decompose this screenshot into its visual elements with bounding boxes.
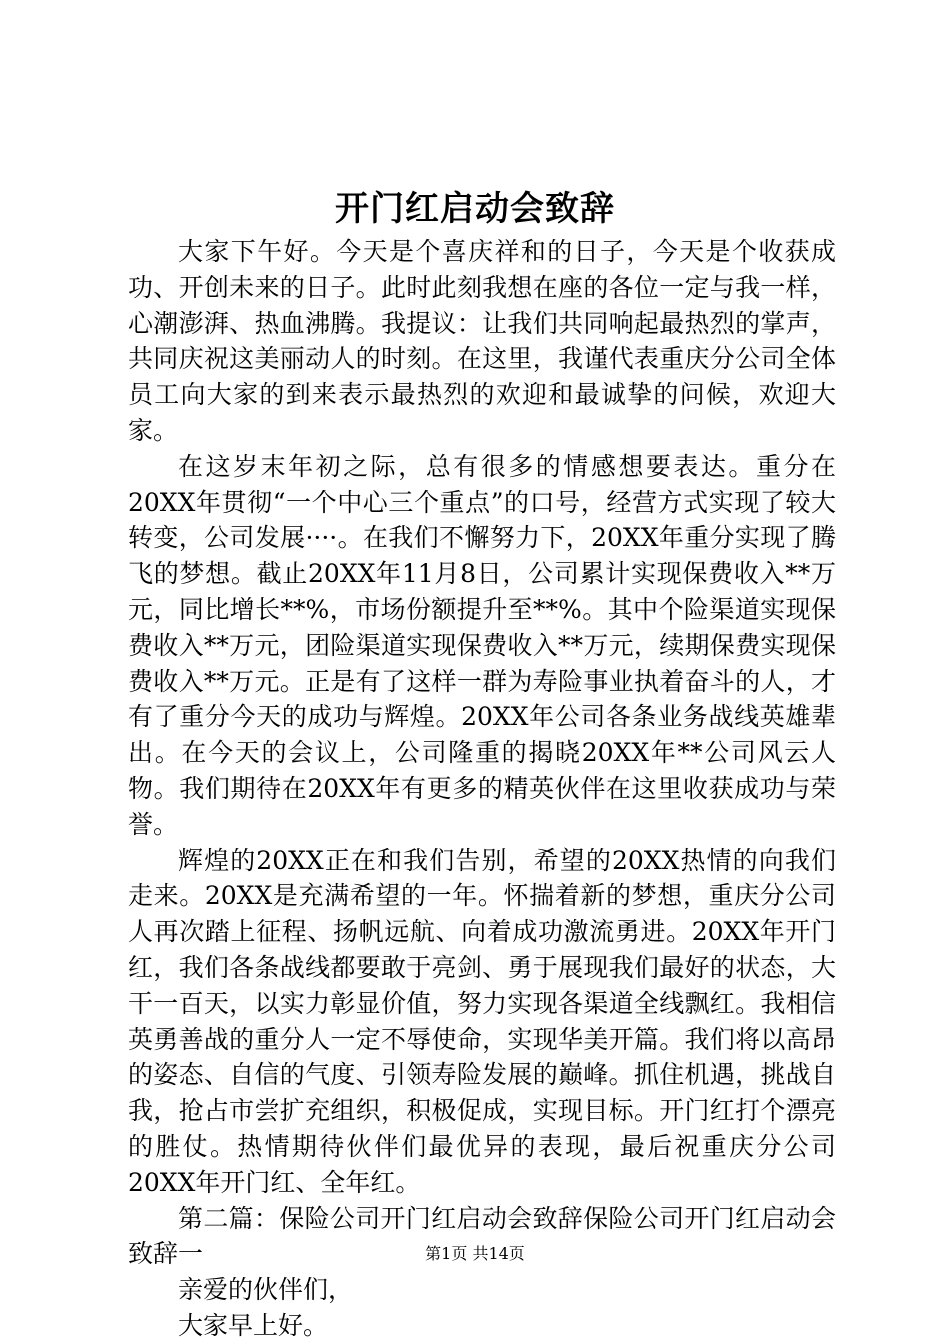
paragraph-salutation: 亲爱的伙伴们， xyxy=(178,1275,354,1305)
paragraph-review: 在这岁末年初之际，总有很多的情感想要表达。重分在20XX年贯彻“一个中心三个重点”的口号，经营方式实现了较大转变，公司发展····。在我们不懈努力下，20XX年重分实现了腾飞的梦想。截止20XX年11月8日，公司累计实现保费收入**万元，同比增长**%，市场份额提升至**%。其中个险渠道实现保费收入**万元，团险渠道实现保费收入**万元，续期保费实现保费收入**万元。正是有了这样一群为寿险事业执着奋斗的人，才有了重分今天的成功与辉煌。20XX年公司各条业务战线英雄辈出。在今天的会议上，公司隆重的揭晓20XX年**公司风云人物。我们期待在20XX年有更多的精英伙伴在这里收获成功与荣誉。 xyxy=(128,451,836,839)
paragraph-greeting: 大家下午好。今天是个喜庆祥和的日子，今天是个收获成功、开创未来的日子。此时此刻我想在座的各位一定与我一样，心潮澎湃、热血沸腾。我提议：让我们共同响起最热烈的掌声，共同庆祝这美丽动人的时刻。在这里，我谨代表重庆分公司全体员工向大家的到来表示最热烈的欢迎和最诚挚的问候，欢迎大家。 xyxy=(128,237,836,445)
document-body xyxy=(128,234,836,1344)
paragraph-outlook: 辉煌的20XX正在和我们告别，希望的20XX热情的向我们走来。20XX是充满希望的一年。怀揣着新的梦想，重庆分公司人再次踏上征程、扬帆远航、向着成功激流勇进。20XX年开门红，我们各条战线都要敢于亮剑、勇于展现我们最好的状态，大干一百天，以实力彰显价值，努力实现各渠道全线飘红。我相信英勇善战的重分人一定不辱使命，实现华美开篇。我们将以高昂的姿态、自信的气度、引领寿险发展的巅峰。抓住机遇，挑战自我，抢占市尝扩充组织，积极促成，实现目标。开门红打个漂亮的胜仗。热情期待伙伴们最优异的表现，最后祝重庆分公司20XX年开门红、全年红。 xyxy=(128,845,836,1197)
page-number: 第1页 共14页 xyxy=(425,1244,525,1263)
paragraph-morning-greeting: 大家早上好。 xyxy=(178,1310,329,1340)
document-title: 开门红启动会致辞 xyxy=(335,189,615,229)
paragraph-second-article-heading: 第二篇：保险公司开门红启动会致辞保险公司开门红启动会致辞一 xyxy=(128,1203,836,1269)
